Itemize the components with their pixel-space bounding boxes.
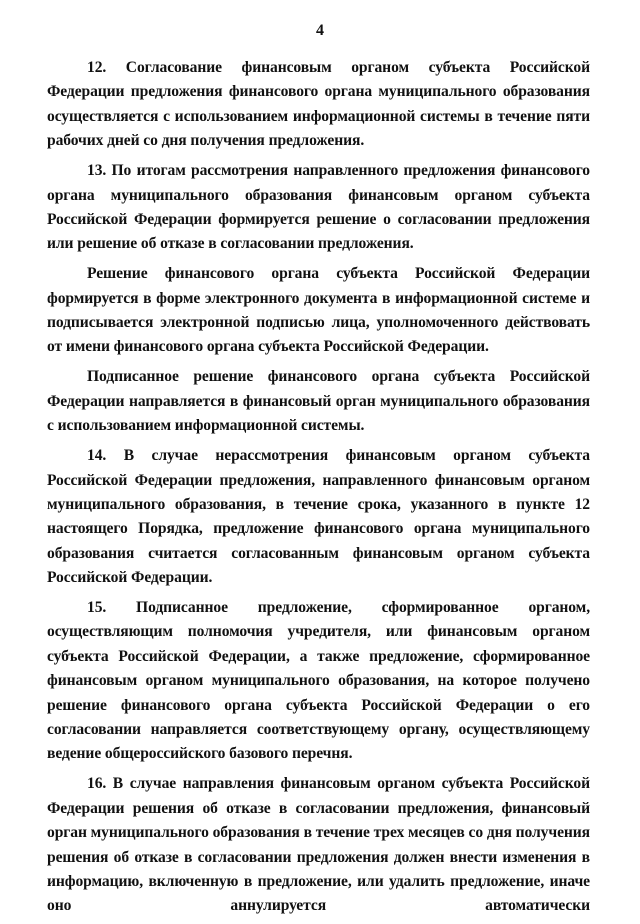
paragraph-14: 14. В случае нерассмотрения финансовым органом субъекта Российской Федерации предложения, направленного финансовым органом муниципального образования, в течение срока, указанного в пункте 12 настоящего Порядка, предложение финансового органа муниципального образования считается согласованным финансовым органом субъекта Российской Федерации. bbox=[47, 447, 590, 587]
document-body bbox=[47, 56, 590, 924]
paragraph-13: 13. По итогам рассмотрения направленного предложения финансового органа муниципального образования финансовым органом субъекта Российской Федерации формируется решение о согласовании предложения или решение об отказе в согласовании предложения. bbox=[47, 162, 590, 253]
paragraph-12: 12. Согласование финансовым органом субъекта Российской Федерации предложения финансового органа муниципального образования осуществляется с использованием информационной системы в течение пяти рабочих дней со дня получения предложения. bbox=[47, 59, 590, 150]
page-number: 4 bbox=[316, 22, 324, 39]
paragraph-16: 16. В случае направления финансовым органом субъекта Российской Федерации решения об отказе в согласовании предложения, финансовый орган муниципального образования в течение трех месяцев со дня получения решения об отказе в согласовании предложения должен внести изменения в информацию, включенную в предложение, или удалить предложение, иначе оно аннулируется автоматически bbox=[47, 775, 590, 915]
paragraph-13-decision-sent: Подписанное решение финансового органа субъекта Российской Федерации направляется в финансовый орган муниципального образования с использованием информационной системы. bbox=[47, 368, 590, 435]
paragraph-13-decision-form: Решение финансового органа субъекта Российской Федерации формируется в форме электронного документа в информационной системе и подписывается электронной подписью лица, уполномоченного действовать от имени финансового органа субъекта Российской Федерации. bbox=[47, 265, 590, 356]
paragraph-15: 15. Подписанное предложение, сформированное органом, осуществляющим полномочия учредителя, или финансовым органом субъекта Российской Федерации, а также предложение, сформированное финансовым органом муниципального образования, на которое получено решение финансового органа субъекта Российской Федерации о его согласовании направляется соответствующему органу, осуществляющему ведение общероссийского базового перечня. bbox=[47, 599, 590, 763]
